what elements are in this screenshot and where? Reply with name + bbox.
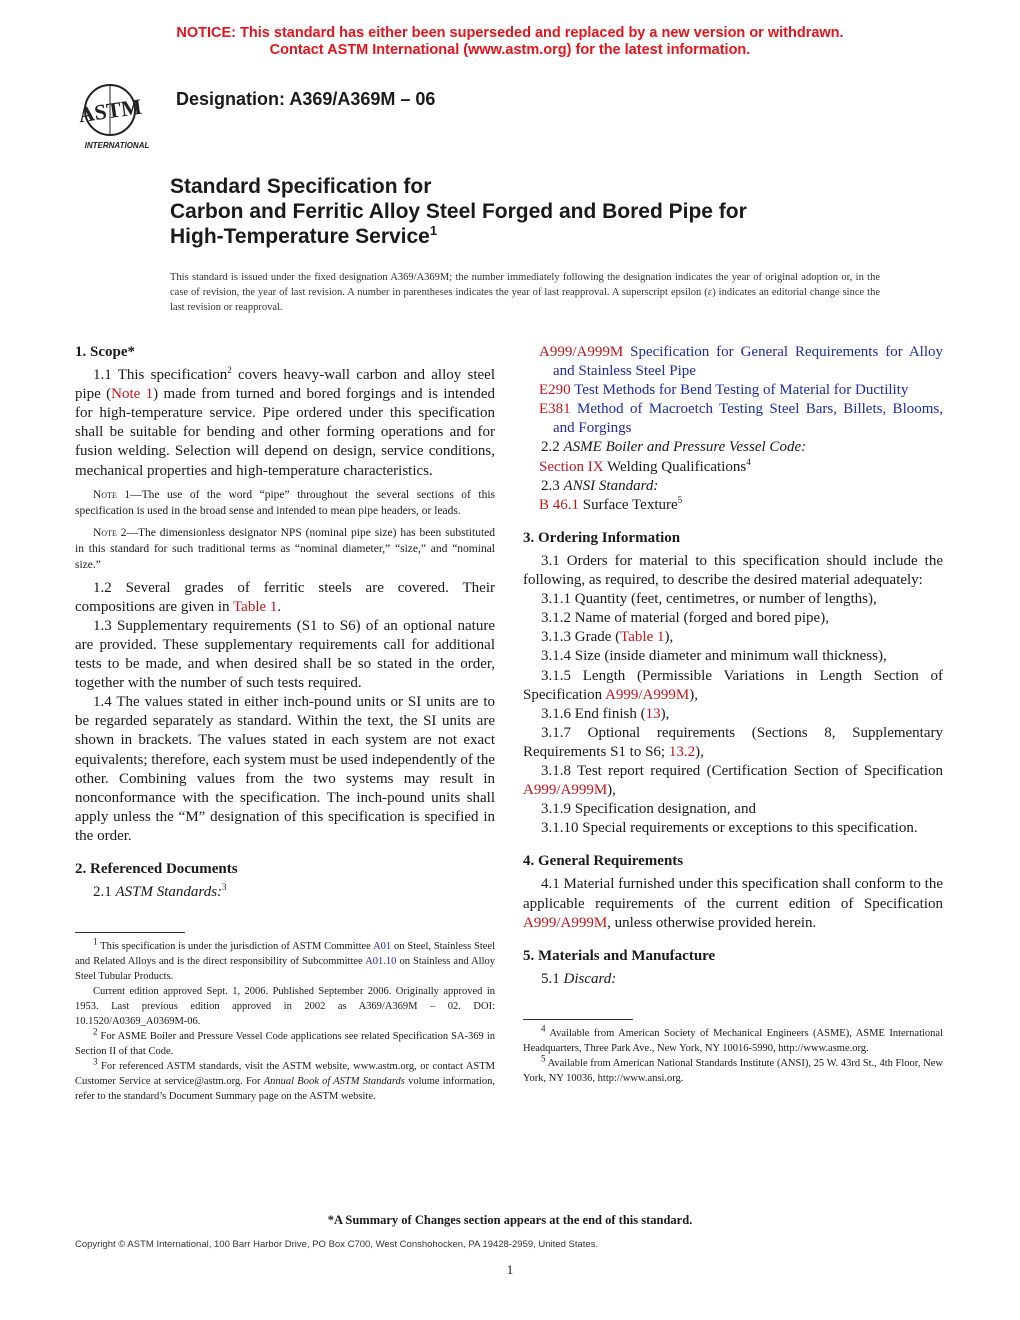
para-1-4: 1.4 The values stated in either inch-pound units or SI units are to be regarded separately as standard. Within the text, the SI units are shown in brackets. The values stated in each system are not exact equivalents; therefore, each system must be used independently of the other. Combining values from the two systems may result in nonconformance with the specification. The inch-pound units shall apply unless the “M” designation of this specification is specified in the order. (75, 694, 495, 844)
footnote-4: $^4$ Available from American Society of Mechanical Engineers (ASME), ASME International Headquarters, Three Park Ave., New York, NY 10016-5990, http://www.asme.org. (523, 1023, 943, 1054)
notice-line-1: NOTICE: This standard has either been superseded and replaced by a new version or withdrawn. (176, 25, 844, 41)
para-3-1-10: 3.1.10 Special requirements or exceptions to this specification. (541, 820, 918, 837)
ref-b46-1: B 46.1 Surface Texture$^5$ (539, 494, 683, 513)
section-ix-link[interactable]: Section IX (539, 458, 604, 475)
page-number: 1 (506, 1262, 514, 1277)
ref-section-ix: Section IX Welding Qualifications$^4$ (539, 456, 751, 475)
issuance-statement: This standard is issued under the fixed designation A369/A369M; the number immediately following the designation indicates the year of original adoption or, in the case of revision, the year of last revision. A number in parentheses indicates the year of last reapproval. A superscript epsilon (ε) indicates an editorial change since the last revision or reapproval. (170, 272, 880, 313)
footnote-2: $^2$ For ASME Boiler and Pressure Vessel Code applications see related Specification SA-369 in Section II of that Code. (75, 1026, 495, 1058)
footnote-5: $^5$ Available from American National Standards Institute (ANSI), 25 W. 43rd St., 4th Floor, New York, NY 10036, http://www.ansi.org. (523, 1053, 943, 1084)
para-3-1-9: 3.1.9 Specification designation, and (541, 801, 756, 818)
para-1-2: 1.2 Several grades of ferritic steels are covered. Their compositions are given in Table 1. (75, 579, 495, 615)
title-footnote-marker: 1 (429, 223, 438, 238)
section-1-heading: 1. Scope* (75, 344, 135, 360)
a999-title-link[interactable]: Specification for General Requirements for Alloy and Stainless Steel Pipe (553, 344, 943, 380)
para-1-1: 1.1 This specification$^2$ covers heavy-wall carbon and alloy steel pipe (Note 1) made from turned and bored forgings and is intended for high-temperature service. Pipe ordered under this specification shall be suitable for bending and other forming operations and for fusion welding. Selection will depend on design, service conditions, mechanical properties and high-temperature characteristics. (75, 365, 496, 479)
ref-e381 (523, 400, 943, 438)
section-3-heading: 3. Ordering Information (523, 529, 681, 546)
section-4-heading: 4. General Requirements (523, 853, 684, 870)
right-column (523, 343, 943, 1086)
e381-link[interactable]: E381 (539, 401, 571, 418)
notice-line-2: Contact ASTM International (www.astm.org) for the latest information. (269, 42, 751, 58)
note-1-link[interactable]: Note 1 (111, 386, 154, 403)
para-3-1: 3.1 Orders for material to this specification should include the following, as required, to describe the desired material adequately: (523, 552, 943, 589)
para-3-1-5: 3.1.5 Length (Permissible Variations in Length Section of Specification A999/A999M), (523, 667, 943, 703)
para-2-1: 2.1 ASTM Standards:$^3$ (93, 882, 227, 901)
section-2-heading: 2. Referenced Documents (75, 860, 238, 877)
title-line-1: Standard Specification for (170, 175, 432, 198)
para-2-3: 2.3 ANSI Standard: (541, 477, 659, 494)
a999-link-2[interactable]: A999/A999M (605, 686, 690, 703)
footnote-3: $^3$ For referenced ASTM standards, visit the ASTM website, www.astm.org, or contact ASTM Customer Service at service@astm.org. For Annual Book of ASTM Standards volume information, refer to the standard’s Document Summary page on the ASTM website. (75, 1056, 495, 1103)
table-1-link-2[interactable]: Table 1 (620, 629, 665, 646)
para-4-1: 4.1 Material furnished under this specification shall conform to the applicable requirements of the current edition of Specification A999/A999M, unless otherwise provided herein. (523, 876, 943, 931)
para-3-1-8: 3.1.8 Test report required (Certification Section of Specification A999/A999M), (523, 762, 943, 799)
document-title (170, 174, 930, 249)
section-13-link[interactable]: 13 (645, 705, 661, 722)
para-3-1-6: 3.1.6 End finish (13), (541, 705, 670, 722)
a999-link[interactable]: A999/A999M (539, 344, 624, 360)
title-line-3: High-Temperature Service (170, 225, 430, 248)
left-column (75, 343, 495, 1104)
logo-subtext: INTERNATIONAL (84, 141, 150, 150)
para-3-1-7: 3.1.7 Optional requirements (Sections 8, Supplementary Requirements S1 to S6; 13.2), (523, 724, 943, 760)
e290-title-link[interactable]: Test Methods for Bend Testing of Material for Ductility (570, 382, 909, 399)
para-3-1-4: 3.1.4 Size (inside diameter and minimum wall thickness), (541, 648, 887, 665)
ref-e290 (523, 381, 943, 400)
summary-of-changes-note: *A Summary of Changes section appears at the end of this standard. (327, 1213, 693, 1227)
para-3-1-3: 3.1.3 Grade (Table 1), (541, 629, 674, 646)
a999-link-4[interactable]: A999/A999M (523, 914, 608, 931)
table-1-link[interactable]: Table 1 (233, 598, 278, 615)
footnote-rule (75, 932, 185, 933)
footnote-1: $^1$ This specification is under the jurisdiction of ASTM Committee A01 on Steel, Stainless Steel and Related Alloys and is the direct responsibility of Subcommittee A01.10 on Stainless and Alloy Steel Tubular Products. Current edition approved Sept. 1, 2006. Published September 2006. Originally approved in 1953. Last previous edition approved in 2002 as A369/A369M – 02. DOI: 10.1520/A0369_A0369M-06. (75, 936, 496, 1028)
note-1: Note 1—The use of the word “pipe” throughout the several sections of this specification is used in the broad sense and intended to mean pipe headers, or leads. (75, 488, 496, 517)
withdrawal-notice (0, 25, 1020, 59)
logo-text: ASTM (76, 93, 144, 128)
committee-a01-link[interactable]: A01 (373, 941, 392, 953)
a999-link-3[interactable]: A999/A999M (523, 782, 608, 799)
ref-a999 (523, 343, 943, 381)
para-5-1: 5.1 Discard: (541, 970, 617, 987)
section-13-2-link[interactable]: 13.2 (668, 743, 696, 760)
para-3-1-1: 3.1.1 Quantity (feet, centimetres, or number of lengths), (541, 591, 877, 608)
note-2: Note 2—The dimensionless designator NPS (nominal pipe size) has been substituted in this standard for such traditional terms as “nominal diameter,” “size,” and “nominal size.” (75, 526, 495, 571)
e290-link[interactable]: E290 (539, 382, 571, 399)
subcommittee-a01-10-link[interactable]: A01.10 (365, 956, 397, 968)
title-line-2: Carbon and Ferritic Alloy Steel Forged and Bored Pipe for (170, 200, 747, 223)
b46-1-link[interactable]: B 46.1 (539, 496, 580, 513)
e381-title-link[interactable]: Method of Macroetch Testing Steel Bars, Billets, Blooms, and Forgings (553, 401, 943, 437)
designation: Designation: A369/A369M – 06 (176, 89, 436, 109)
para-3-1-2: 3.1.2 Name of material (forged and bored pipe), (541, 610, 829, 627)
para-1-3: 1.3 Supplementary requirements (S1 to S6) of an optional nature are provided. These supplementary requirements call for additional tests to be made, and when desired shall be so stated in the order, together with the number of such tests required. (75, 617, 495, 692)
footnote-rule-right (523, 1019, 633, 1020)
astm-logo (72, 80, 162, 152)
para-2-2: 2.2 ASME Boiler and Pressure Vessel Code: (541, 439, 807, 456)
copyright-line: Copyright © ASTM International, 100 Barr Harbor Drive, PO Box C700, West Conshohocken, PA 19428-2959, United States. (75, 1239, 599, 1250)
section-5-heading: 5. Materials and Manufacture (523, 947, 716, 964)
